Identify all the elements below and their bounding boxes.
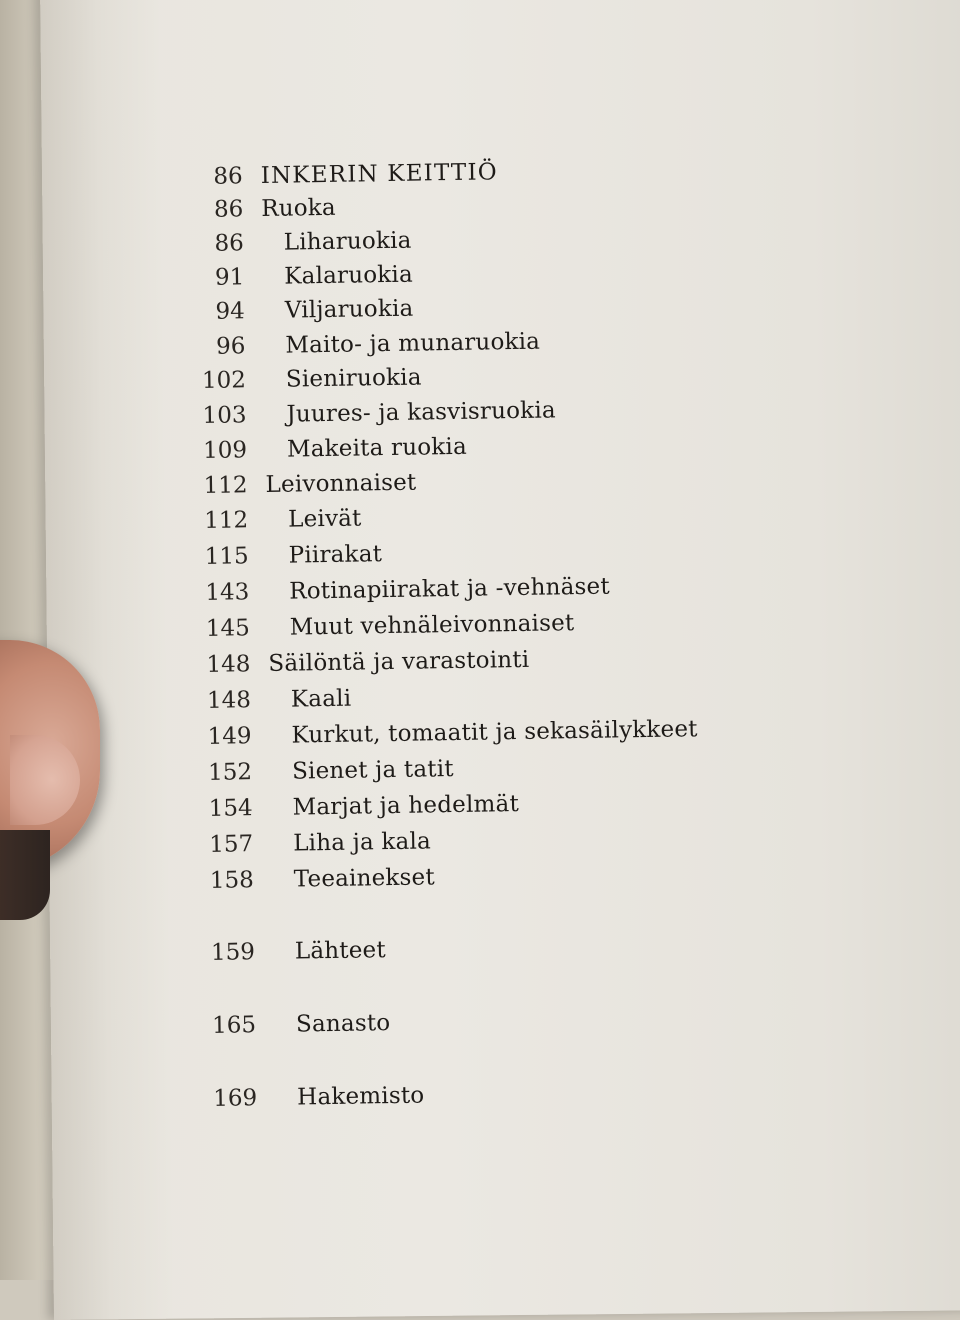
toc-row bbox=[196, 261, 414, 295]
toc-row bbox=[200, 504, 362, 538]
toc-page-number: 148 bbox=[206, 687, 252, 714]
toc-title: Kaali bbox=[290, 685, 352, 713]
toc-title: Kurkut, tomaatit ja sekasäilykkeet bbox=[291, 716, 698, 749]
toc-title: Liharuokia bbox=[283, 227, 412, 256]
toc-page-number: 103 bbox=[202, 402, 247, 429]
toc-row bbox=[198, 364, 422, 398]
toc-page-number: 96 bbox=[215, 333, 246, 360]
toc-row bbox=[195, 193, 337, 227]
toc-page-number: 154 bbox=[208, 795, 253, 822]
toc-row bbox=[207, 936, 387, 970]
toc-title: Viljaruokia bbox=[284, 295, 414, 324]
toc-title: Säilöntä ja varastointi bbox=[268, 646, 530, 677]
toc-title: Hakemisto bbox=[296, 1082, 425, 1111]
toc-page-number: 86 bbox=[213, 163, 243, 190]
toc-title: Piirakat bbox=[288, 541, 383, 569]
toc-row bbox=[208, 1009, 391, 1043]
toc-row bbox=[197, 295, 414, 329]
toc-row bbox=[196, 227, 412, 261]
toc-page-number: 115 bbox=[204, 543, 249, 570]
toc-page-number: 149 bbox=[207, 723, 252, 750]
toc-row bbox=[203, 684, 352, 718]
toc-title: Maito- ja munaruokia bbox=[285, 328, 541, 359]
toc-title: INKERIN KEITTIÖ bbox=[260, 159, 499, 189]
toc-page-number: 86 bbox=[214, 230, 244, 257]
toc-page-number: 165 bbox=[211, 1012, 257, 1039]
toc-title: Rotinapiirakat ja -vehnäset bbox=[289, 573, 610, 605]
toc-page-number: 112 bbox=[203, 472, 248, 499]
toc-row bbox=[202, 646, 530, 682]
toc-page-number: 148 bbox=[206, 651, 251, 678]
toc-row bbox=[197, 328, 541, 364]
toc-page-number: 157 bbox=[209, 831, 254, 858]
toc-title: Sienet ja tatit bbox=[291, 756, 454, 785]
toc-title: Marjat ja hedelmät bbox=[292, 791, 520, 821]
toc-page-number: 169 bbox=[213, 1085, 258, 1112]
toc-row bbox=[200, 540, 383, 574]
toc-row bbox=[205, 828, 432, 862]
toc-page-number: 94 bbox=[215, 298, 246, 325]
toc-page-number: 91 bbox=[214, 264, 245, 291]
toc-row bbox=[204, 756, 454, 790]
toc-page-number: 158 bbox=[209, 867, 254, 894]
toc-page-number: 102 bbox=[201, 367, 247, 394]
toc-row bbox=[203, 716, 698, 754]
toc-title: Muut vehnäleivonnaiset bbox=[289, 610, 575, 641]
toc-row bbox=[204, 791, 520, 826]
toc-title: Liha ja kala bbox=[293, 828, 432, 857]
toc-page-number: 152 bbox=[207, 759, 253, 786]
toc-row bbox=[198, 397, 557, 433]
toc-page-number: 143 bbox=[205, 579, 250, 606]
toc-title: Teeainekset bbox=[293, 864, 436, 893]
toc-title: Lähteet bbox=[294, 937, 387, 965]
toc-title: Ruoka bbox=[261, 194, 337, 222]
toc-row bbox=[202, 610, 575, 646]
toc-row bbox=[209, 1082, 425, 1116]
toc-row bbox=[206, 864, 436, 898]
toc-row bbox=[199, 433, 468, 468]
toc-row bbox=[194, 159, 499, 194]
toc-title: Makeita ruokia bbox=[286, 433, 468, 463]
toc-page-number: 86 bbox=[213, 196, 244, 223]
toc-page-number: 112 bbox=[204, 507, 249, 534]
toc-page-number: 145 bbox=[205, 615, 251, 642]
toc-title: Sanasto bbox=[295, 1010, 391, 1038]
toc-title: Leivonnaiset bbox=[265, 469, 417, 498]
toc-title: Leivät bbox=[287, 505, 362, 533]
toc-page-number: 109 bbox=[202, 437, 248, 464]
toc-title: Juures- ja kasvisruokia bbox=[286, 397, 557, 428]
toc-title: Sieniruokia bbox=[285, 364, 422, 393]
toc-title: Kalaruokia bbox=[284, 261, 414, 290]
toc-row bbox=[199, 469, 417, 503]
toc-row bbox=[201, 573, 610, 610]
toc-page-number: 159 bbox=[210, 939, 256, 966]
